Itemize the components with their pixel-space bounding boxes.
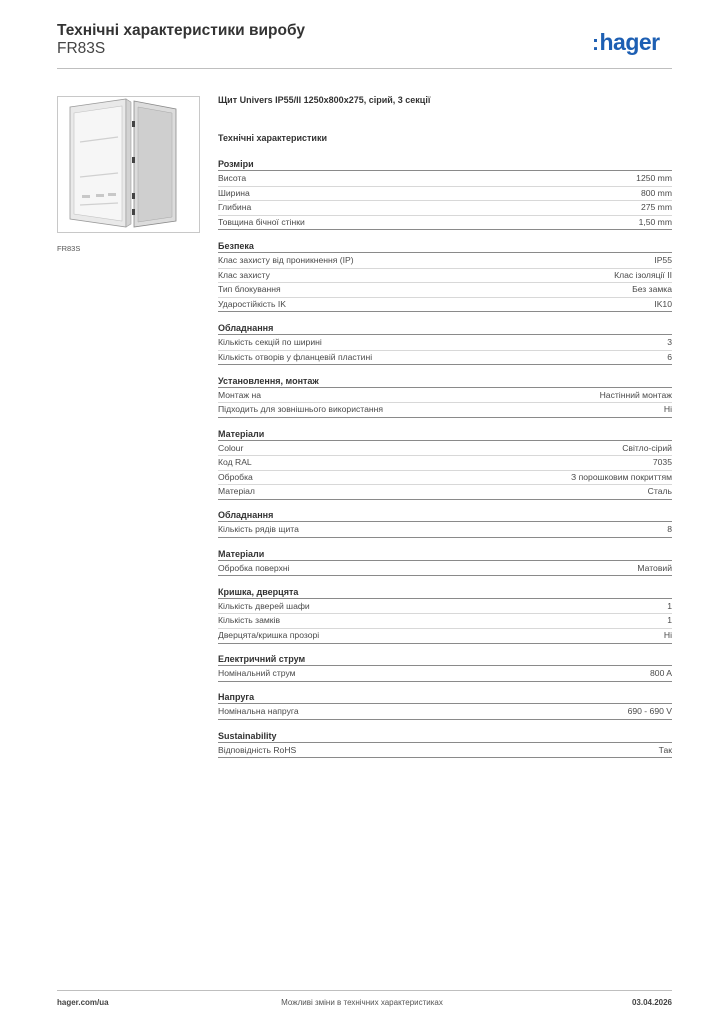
spec-row — [218, 614, 672, 629]
spec-value: Клас ізоляції II — [614, 269, 672, 280]
spec-value: 3 — [667, 336, 672, 347]
spec-value: Сталь — [647, 486, 672, 497]
spec-row — [218, 283, 672, 298]
spec-value: 800 mm — [640, 187, 672, 198]
section-title: Sustainability — [218, 730, 672, 743]
spec-value: Матовий — [637, 562, 672, 573]
spec-label: Кількість рядів щита — [218, 524, 299, 535]
spec-row — [218, 705, 672, 720]
spec-label: Кількість секцій по ширині — [218, 336, 322, 347]
section-gap — [218, 230, 672, 240]
spec-value: 8 — [667, 524, 672, 535]
spec-value: Ні — [663, 404, 672, 415]
spec-row — [218, 254, 672, 269]
section-gap — [218, 312, 672, 322]
spec-sections — [218, 158, 672, 758]
spec-content — [218, 95, 672, 758]
footer-date: 03.04.2026 — [631, 998, 672, 1007]
spec-label: Відповідність RoHS — [218, 744, 297, 755]
spec-label: Товщина бічної стінки — [218, 216, 305, 227]
spec-label: Монтаж на — [218, 389, 262, 400]
spec-label: Ширина — [218, 187, 250, 198]
spec-row — [218, 744, 672, 759]
spec-row — [218, 485, 672, 500]
spec-section — [218, 730, 672, 759]
spec-section — [218, 240, 672, 312]
section-gap — [218, 576, 672, 586]
spec-row — [218, 336, 672, 351]
section-gap — [218, 418, 672, 428]
footer-divider — [57, 990, 672, 991]
section-gap — [218, 365, 672, 375]
spec-row — [218, 403, 672, 418]
section-title: Безпека — [218, 240, 672, 253]
spec-section — [218, 375, 672, 418]
spec-value: Настінний монтаж — [599, 389, 672, 400]
spec-value: Без замка — [632, 284, 672, 295]
spec-heading: Технічні характеристики — [218, 133, 327, 143]
spec-value: IK10 — [654, 298, 672, 309]
page-title: Технічні характеристики виробу — [57, 22, 305, 39]
spec-row — [218, 629, 672, 644]
spec-value: Ні — [663, 630, 672, 641]
logo-colon-mark: : — [592, 32, 599, 55]
section-gap — [218, 682, 672, 692]
section-title: Напруга — [218, 691, 672, 704]
spec-section — [218, 428, 672, 500]
spec-label: Номінальна напруга — [218, 706, 299, 717]
spec-label: Клас захисту від проникнення (IP) — [218, 254, 354, 265]
spec-value: 1,50 mm — [638, 216, 672, 227]
spec-value: 6 — [667, 351, 672, 362]
spec-row — [218, 201, 672, 216]
spec-value: 1250 mm — [636, 173, 672, 183]
spec-label: Клас захисту — [218, 269, 270, 280]
spec-label: Код RAL — [218, 457, 252, 468]
spec-row — [218, 471, 672, 486]
spec-row — [218, 351, 672, 366]
spec-value: З порошковим покриттям — [571, 471, 672, 482]
spec-label: Тип блокування — [218, 284, 281, 295]
spec-row — [218, 172, 672, 187]
section-title: Установлення, монтаж — [218, 375, 672, 388]
spec-label: Colour — [218, 442, 244, 453]
spec-row — [218, 667, 672, 682]
spec-section — [218, 653, 672, 682]
spec-value: Так — [658, 744, 672, 755]
product-image-caption: FR83S — [57, 244, 81, 253]
spec-label: Кількість дверей шафи — [218, 600, 310, 611]
spec-row — [218, 600, 672, 615]
section-title: Матеріали — [218, 548, 672, 561]
spec-value: 7035 — [652, 457, 672, 468]
spec-row — [218, 456, 672, 471]
product-image — [57, 96, 200, 233]
spec-label: Обробка — [218, 471, 253, 482]
spec-label: Матеріал — [218, 486, 255, 497]
spec-value: 1 — [667, 600, 672, 611]
spec-label: Кількість отворів у фланцевій пластині — [218, 351, 373, 362]
spec-label: Дверцята/кришка прозорі — [218, 630, 320, 641]
spec-row — [218, 187, 672, 202]
spec-value: 800 A — [650, 668, 672, 679]
spec-value: 1 — [667, 615, 672, 626]
section-gap — [218, 720, 672, 730]
header-divider — [57, 68, 672, 69]
spec-section — [218, 586, 672, 644]
spec-section — [218, 322, 672, 365]
spec-section — [218, 509, 672, 538]
hager-logo[interactable] — [592, 29, 660, 56]
spec-row — [218, 389, 672, 404]
section-gap — [218, 644, 672, 654]
spec-section — [218, 548, 672, 577]
enclosure-illustration — [58, 97, 199, 232]
spec-label: Обробка поверхні — [218, 562, 290, 573]
spec-section — [218, 158, 672, 230]
section-title: Матеріали — [218, 428, 672, 441]
spec-section — [218, 691, 672, 720]
product-name: Щит Univers IP55/II 1250x800x275, сірий, 3 секції — [218, 95, 431, 105]
spec-row — [218, 269, 672, 284]
spec-row — [218, 216, 672, 231]
product-code: FR83S — [57, 40, 106, 57]
spec-label: Ударостійкість IK — [218, 298, 286, 309]
section-title: Обладнання — [218, 322, 672, 335]
spec-value: 275 mm — [640, 202, 672, 213]
logo-text: hager — [599, 29, 660, 55]
section-gap — [218, 538, 672, 548]
spec-label: Кількість замків — [218, 615, 281, 626]
section-title: Обладнання — [218, 509, 672, 522]
spec-row — [218, 298, 672, 313]
spec-value: IP55 — [654, 254, 672, 265]
section-title: Кришка, дверцята — [218, 586, 672, 599]
spec-label: Висота — [218, 173, 247, 183]
spec-value: Світло-сірий — [622, 442, 672, 453]
section-title: Електричний струм — [218, 653, 672, 666]
spec-row — [218, 442, 672, 457]
section-title: Розміри — [218, 158, 672, 171]
section-gap — [218, 500, 672, 510]
footer-disclaimer: Можливі зміни в технічних характеристиках — [281, 998, 443, 1007]
spec-label: Глибина — [218, 202, 252, 213]
spec-row — [218, 562, 672, 577]
spec-row — [218, 523, 672, 538]
spec-label: Підходить для зовнішнього використання — [218, 404, 384, 415]
footer-website-link[interactable]: hager.com/ua — [57, 998, 109, 1007]
spec-label: Номінальний струм — [218, 668, 296, 679]
spec-value: 690 - 690 V — [627, 706, 672, 717]
